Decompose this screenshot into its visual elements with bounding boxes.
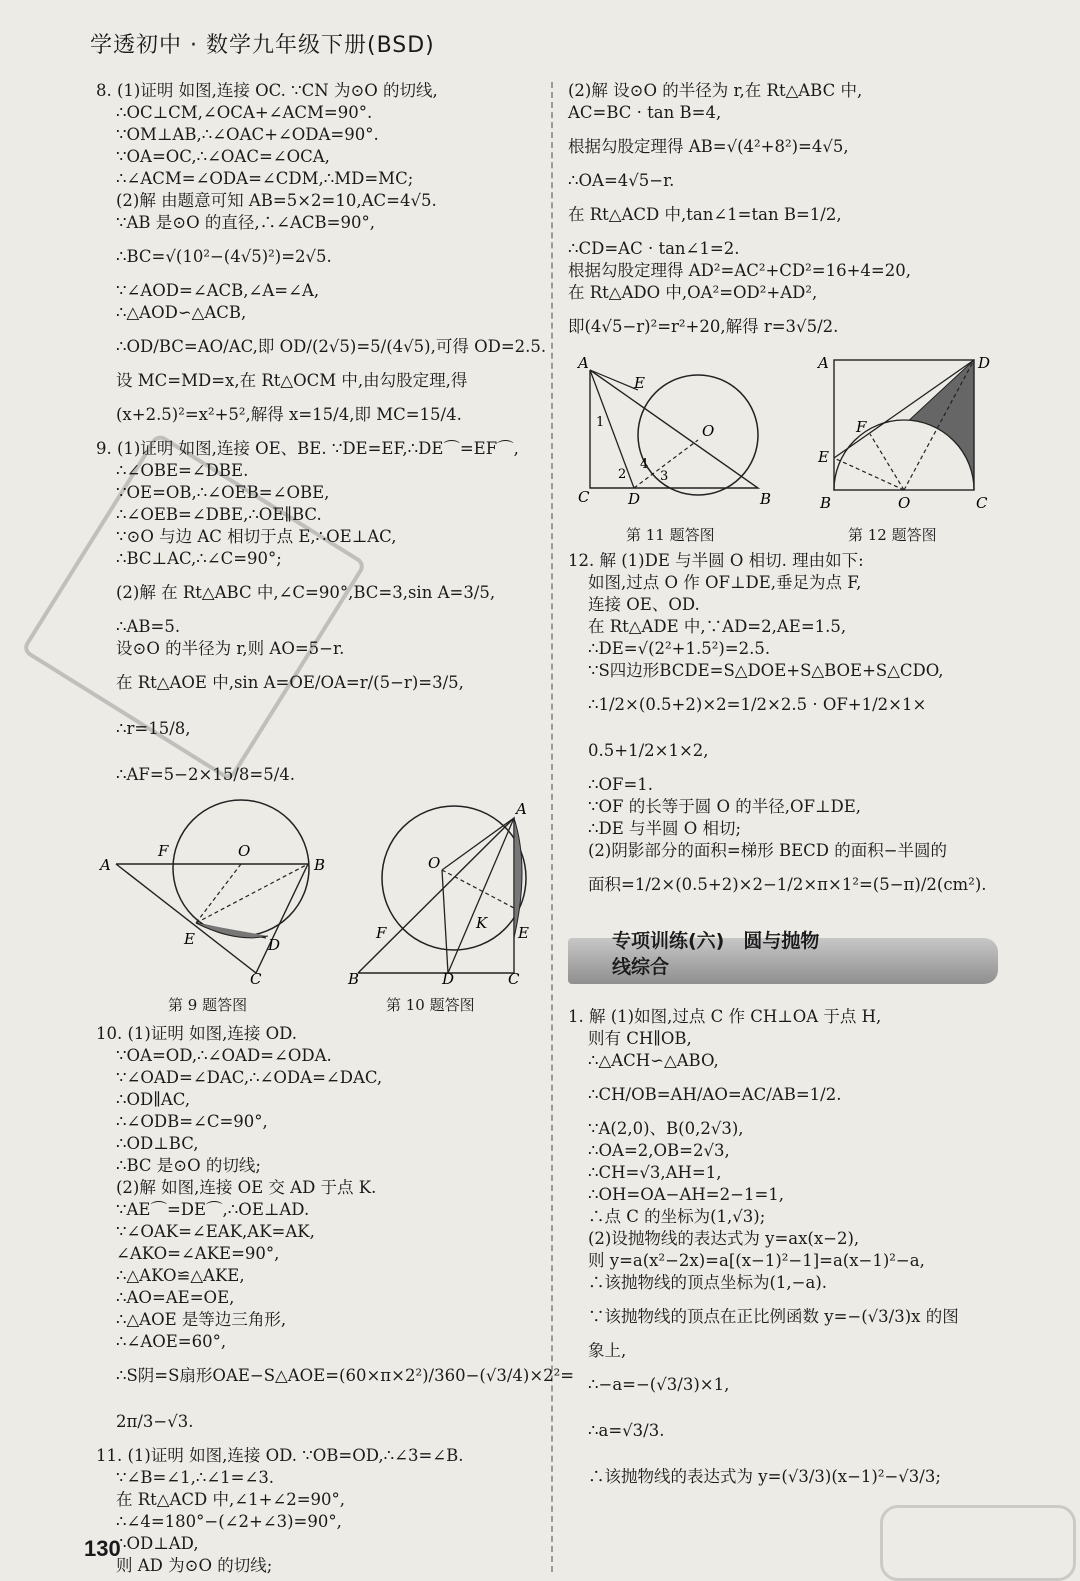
figures-9-10	[96, 798, 536, 1023]
text-line: ∴1/2×(0.5+2)×2=1/2×2.5 · OF+1/2×1×	[588, 695, 927, 714]
text-line: ∴CD=AC · tan∠1=2.	[568, 239, 740, 258]
text-line: ∴AO=AE=OE,	[116, 1288, 235, 1307]
text-line: ∴DE=√(2²+1.5²)=2.5.	[588, 639, 771, 658]
text-line: 则 y=a(x²−2x)=a[(x−1)²−1]=a(x−1)²−a,	[588, 1251, 925, 1270]
section-banner	[568, 918, 1008, 998]
text-line: ∴△AOD∽△ACB,	[116, 303, 247, 322]
text-line: ∵OF 的长等于圆 O 的半径,OF⊥DE,	[588, 797, 861, 816]
text-line: 即(4√5−r)²=r²+20,解得 r=3√5/2.	[568, 317, 839, 336]
text-line: AC=BC · tan B=4,	[568, 103, 722, 122]
text-line: ∴△AOE 是等边三角形,	[116, 1310, 287, 1329]
text-line: ∴∠AOE=60°,	[116, 1332, 227, 1351]
question-9	[96, 438, 536, 798]
text-line: 9. (1)证明 如图,连接 OE、BE. ∵DE=EF,∴DE⌒=EF⌒,	[96, 439, 519, 458]
question-11-part-2	[568, 80, 1008, 350]
figure-label: B	[348, 970, 360, 988]
figure-label: C	[250, 970, 262, 988]
figure-label: B	[760, 490, 772, 508]
figure-9	[96, 798, 331, 988]
figure-label: C	[578, 488, 590, 506]
text-line: ∵AB 是⊙O 的直径,∴∠ACB=90°,	[116, 213, 375, 232]
text-line: ∴OA=2,OB=2√3,	[588, 1141, 730, 1160]
text-line: ∴BC⊥AC,∴∠C=90°;	[116, 549, 282, 568]
text-line: ∴S阴=S扇形OAE−S△AOE=(60×π×2²)/360−(√3/4)×2²=	[116, 1366, 575, 1385]
figure-caption: 第 12 题答图	[848, 526, 937, 544]
text-line: ∵AE⌒=DE⌒,∴OE⊥AD.	[116, 1200, 310, 1219]
figure-label: O	[898, 494, 911, 512]
figure-label: D	[268, 936, 281, 954]
special-question-1	[568, 1006, 1008, 1500]
text-line: 在 Rt△ADO 中,OA²=OD²+AD²,	[568, 283, 818, 302]
text-line: 0.5+1/2×1×2,	[588, 741, 709, 760]
right-column	[568, 80, 1008, 1500]
figure-label: E	[518, 924, 529, 942]
banner-title	[612, 928, 819, 980]
text-line: 面积=1/2×(0.5+2)×2−1/2×π×1²=(5−π)/2(cm²).	[588, 875, 987, 894]
text-line: ∴∠ODB=∠C=90°,	[116, 1112, 268, 1131]
text-line: 1. 解 (1)如图,过点 C 作 CH⊥OA 于点 H,	[568, 1007, 882, 1026]
text-line: ∴∠4=180°−(∠2+∠3)=90°,	[116, 1512, 342, 1531]
text-line: ∵⊙O 与边 AC 相切于点 E,∴OE⊥AC,	[116, 527, 397, 546]
text-line: ∵该抛物线的顶点在正比例函数 y=−(√3/3)x 的图	[588, 1307, 959, 1326]
text-line: 12. 解 (1)DE 与半圆 O 相切. 理由如下:	[568, 551, 864, 570]
figure-label: 4	[640, 457, 649, 472]
text-line: 在 Rt△ADE 中,∵AD=2,AE=1.5,	[588, 617, 847, 636]
text-line: ∴△ACH∽△ABO,	[588, 1051, 719, 1070]
question-10	[96, 1023, 575, 1445]
text-line: (2)解 由题意可知 AB=5×2=10,AC=4√5.	[116, 191, 437, 210]
text-line: ∴点 C 的坐标为(1,√3);	[588, 1207, 766, 1226]
text-line: ∵OA=OC,∴∠OAC=∠OCA,	[116, 147, 330, 166]
figure-label: C	[976, 494, 988, 512]
text-line: ∴∠OEB=∠DBE,∴OE∥BC.	[116, 505, 322, 524]
text-line: ∴OD⊥AD,	[116, 1534, 199, 1553]
text-line: (2)设抛物线的表达式为 y=ax(x−2),	[588, 1229, 860, 1248]
text-line: ∵S四边形BCDE=S△DOE+S△BOE+S△CDO,	[588, 661, 944, 680]
figure-label: D	[978, 354, 991, 372]
figure-label: C	[508, 970, 520, 988]
text-line: ∵∠AOD=∠ACB,∠A=∠A,	[116, 281, 320, 300]
text-line: ∴OH=OA−AH=2−1=1,	[588, 1185, 785, 1204]
figure-label: F	[158, 842, 169, 860]
text-line: ∴△AKO≌△AKE,	[116, 1266, 245, 1285]
text-line: (2)阴影部分的面积=梯形 BECD 的面积−半圆的	[588, 841, 948, 860]
text-line: ∴CH=√3,AH=1,	[588, 1163, 722, 1182]
figure-caption: 第 10 题答图	[386, 996, 475, 1014]
text-line: 则 AD 为⊙O 的切线;	[116, 1556, 273, 1575]
figure-caption: 第 9 题答图	[168, 996, 248, 1014]
figure-label: A	[818, 354, 829, 372]
figure-label: O	[238, 842, 251, 860]
figure-label: B	[820, 494, 832, 512]
text-line: ∵A(2,0)、B(0,2√3),	[588, 1119, 744, 1138]
text-line: ∴BC 是⊙O 的切线;	[116, 1156, 261, 1175]
text-line: 11. (1)证明 如图,连接 OD. ∵OB=OD,∴∠3=∠B.	[96, 1446, 464, 1465]
text-line: 根据勾股定理得 AD²=AC²+CD²=16+4=20,	[568, 261, 911, 280]
watermark-logo	[880, 1505, 1076, 1581]
text-line: 连接 OE、OD.	[588, 595, 700, 614]
text-line: ∴∠ACM=∠ODA=∠CDM,∴MD=MC;	[116, 169, 414, 188]
text-line: 在 Rt△ACD 中,tan∠1=tan B=1/2,	[568, 205, 842, 224]
text-line: ∴该抛物线的表达式为 y=(√3/3)(x−1)²−√3/3;	[588, 1467, 941, 1486]
figure-label: B	[314, 856, 326, 874]
text-line: ∴−a=−(√3/3)×1,	[588, 1375, 730, 1394]
text-line: 在 Rt△AOE 中,sin A=OE/OA=r/(5−r)=3/5,	[116, 673, 464, 692]
text-line: 象上,	[588, 1341, 627, 1360]
figure-label: E	[634, 374, 645, 392]
text-line: ∴OF=1.	[588, 775, 654, 794]
text-line: 设 MC=MD=x,在 Rt△OCM 中,由勾股定理,得	[116, 371, 468, 390]
figure-12	[808, 350, 998, 520]
text-line: ∴OC⊥CM,∠OCA+∠ACM=90°.	[116, 103, 373, 122]
figure-label: D	[628, 490, 641, 508]
text-line: ∴OD∥AC,	[116, 1090, 191, 1109]
text-line: (2)解 如图,连接 OE 交 AD 于点 K.	[116, 1178, 377, 1197]
figure-11	[568, 350, 778, 520]
question-11	[96, 1445, 536, 1577]
banner-line: 线综合	[612, 956, 670, 978]
text-line: ∵OM⊥AB,∴∠OAC+∠ODA=90°.	[116, 125, 379, 144]
text-line: ∴OD⊥BC,	[116, 1134, 199, 1153]
text-line: 根据勾股定理得 AB=√(4²+8²)=4√5,	[568, 137, 849, 156]
text-line: 则有 CH∥OB,	[588, 1029, 692, 1048]
text-line: (2)解 设⊙O 的半径为 r,在 Rt△ABC 中,	[568, 81, 863, 100]
figure-caption: 第 11 题答图	[626, 526, 715, 544]
text-line: (2)解 在 Rt△ABC 中,∠C=90°,BC=3,sin A=3/5,	[116, 583, 496, 602]
figure-label: O	[428, 854, 441, 872]
figure-label: 3	[660, 469, 669, 484]
figure-label: F	[376, 924, 387, 942]
text-line: (x+2.5)²=x²+5²,解得 x=15/4,即 MC=15/4.	[116, 405, 462, 424]
figure-label: O	[702, 422, 715, 440]
text-line: ∴AB=5.	[116, 617, 181, 636]
question-12	[568, 550, 1008, 908]
text-line: ∴OA=4√5−r.	[568, 171, 675, 190]
figure-label: E	[184, 930, 195, 948]
page-number: 130	[84, 1536, 121, 1561]
text-line: ∵∠OAD=∠DAC,∴∠ODA=∠DAC,	[116, 1068, 383, 1087]
text-line: ∴AF=5−2×15/8=5/4.	[116, 765, 296, 784]
figure-label: 1	[596, 415, 605, 430]
text-line: ∠AKO=∠AKE=90°,	[116, 1244, 280, 1263]
text-line: 2π/3−√3.	[116, 1412, 194, 1431]
question-8	[96, 80, 547, 438]
text-line: ∴a=√3/3.	[588, 1421, 665, 1440]
text-line: ∵∠OAK=∠EAK,AK=AK,	[116, 1222, 315, 1241]
figure-label: K	[476, 914, 488, 932]
left-column	[96, 80, 575, 1577]
text-line: ∵OE=OB,∴∠OEB=∠OBE,	[116, 483, 330, 502]
text-line: ∴OD/BC=AO/AC,即 OD/(2√5)=5/(4√5),可得 OD=2.5.	[116, 337, 547, 356]
figure-label: A	[516, 800, 527, 818]
figure-label: F	[856, 418, 867, 436]
text-line: ∵OA=OD,∴∠OAD=∠ODA.	[116, 1046, 332, 1065]
text-line: ∴∠OBE=∠DBE.	[116, 461, 249, 480]
text-line: ∴该抛物线的顶点坐标为(1,−a).	[588, 1273, 828, 1292]
column-divider	[551, 82, 553, 1572]
text-line: 设⊙O 的半径为 r,则 AO=5−r.	[116, 639, 345, 658]
figure-label: D	[442, 970, 455, 988]
figure-label: E	[818, 448, 829, 466]
text-line: 如图,过点 O 作 OF⊥DE,垂足为点 F,	[588, 573, 862, 592]
figures-11-12	[568, 350, 1008, 550]
text-line: 8. (1)证明 如图,连接 OC. ∵CN 为⊙O 的切线,	[96, 81, 438, 100]
page-header: 学透初中 · 数学九年级下册(BSD)	[90, 33, 435, 58]
text-line: ∴r=15/8,	[116, 719, 191, 738]
text-line: 在 Rt△ACD 中,∠1+∠2=90°,	[116, 1490, 346, 1509]
figure-label: A	[100, 856, 111, 874]
banner-line: 专项训练(六) 圆与抛物	[612, 930, 820, 952]
figure-10	[344, 798, 534, 988]
figure-label: 2	[618, 467, 627, 482]
text-line: ∴CH/OB=AH/AO=AC/AB=1/2.	[588, 1085, 842, 1104]
text-line: 10. (1)证明 如图,连接 OD.	[96, 1024, 298, 1043]
text-line: ∴BC=√(10²−(4√5)²)=2√5.	[116, 247, 332, 266]
text-line: ∴DE 与半圆 O 相切;	[588, 819, 742, 838]
text-line: ∵∠B=∠1,∴∠1=∠3.	[116, 1468, 275, 1487]
figure-label: A	[578, 354, 589, 372]
